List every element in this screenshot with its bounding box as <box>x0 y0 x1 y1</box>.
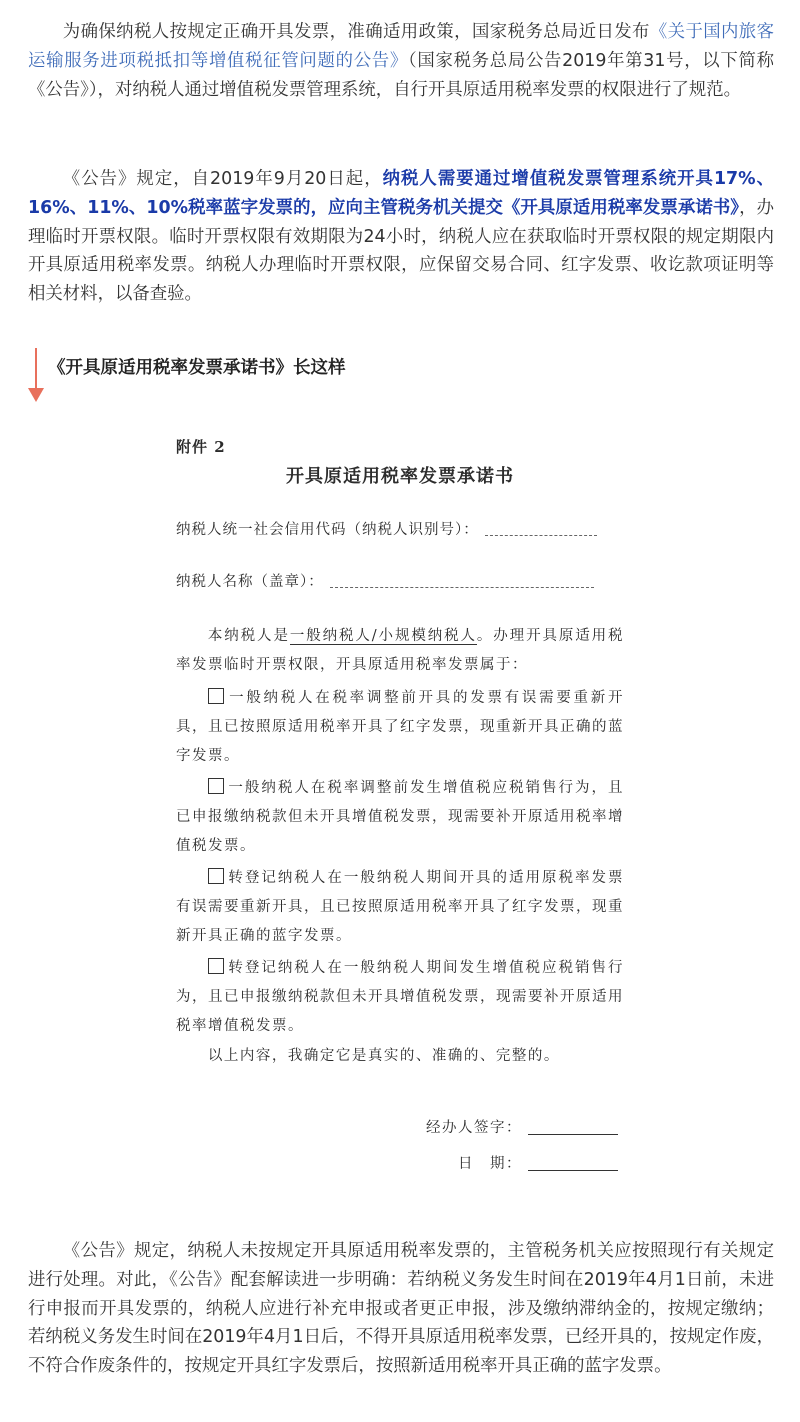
rule-paragraph <box>28 165 774 309</box>
taxpayer-type: 一般纳税人/小规模纳税人 <box>289 628 477 644</box>
checkbox-icon <box>208 778 224 794</box>
confirmation-text: 以上内容，我确定它是真实的、准确的、完整的。 <box>207 1048 560 1064</box>
document-title: 开具原适用税率发票承诺书 <box>286 466 514 487</box>
arrow-down-icon <box>28 388 44 402</box>
option-text: 转登记纳税人在一般纳税人期间开具的适用原税率发票有误需要重新开具，且已按照原适用税率开具了红字发票，现重新开具正确的蓝字发票。 <box>176 870 624 944</box>
commitment-document-image <box>150 410 650 1202</box>
option-text: 转登记纳税人在一般纳税人期间发生增值税应税销售行为，且已申报缴纳税款但未开具增值税发票，现需要补开原适用税率增值税发票。 <box>176 960 624 1034</box>
date-label: 日 期： <box>458 1156 522 1172</box>
conclusion-paragraph: 《公告》规定，纳税人未按规定开具原适用税率发票的，主管税务机关应按照现行有关规定进行处理。对此，《公告》配套解读进一步明确：若纳税义务发生时间在2019年4月1日前，未进行申报而开具发票的，纳税人应进行补充申报或者更正申报，涉及缴纳滞纳金的，按规定缴纳；若纳税义务发生时间在2019年4月1日后，不得开具原适用税率发票，已经开具的，按规定作废，不符合作废条件的，按规定开具红字发票后，按照新适用税率开具正确的蓝字发票。 <box>28 1241 774 1377</box>
taxpayer-name-field <box>176 570 594 591</box>
option-item <box>176 954 624 1041</box>
announcement-link[interactable]: 《关于国内旅客运输服务进项税抵扣等增值税征管问题的公告》 <box>28 22 774 71</box>
attachment-label: 附件 2 <box>176 438 226 456</box>
date-blank <box>528 1158 618 1171</box>
credit-code-blank <box>485 525 597 536</box>
statement-paragraph <box>176 622 624 680</box>
date-field <box>458 1152 618 1173</box>
section-title: 《开具原适用税率发票承诺书》长这样 <box>48 358 346 378</box>
rule-tail: ，办理临时开票权限。临时开票权限有效期限为24小时，纳税人应在获取临时开票权限的规定期限内开具原适用税率发票。纳税人办理临时开票权限，应保留交易合同、红字发票、收讫款项证明等相关材料，以备查验。 <box>28 197 774 305</box>
taxpayer-name-label: 纳税人名称（盖章）： <box>176 574 324 590</box>
taxpayer-name-blank <box>330 577 594 588</box>
option-item <box>176 774 624 861</box>
intro-lead: 为确保纳税人按规定正确开具发票，准确适用政策，国家税务总局近日发布 <box>62 22 650 42</box>
intro-paragraph <box>28 18 774 104</box>
option-item <box>176 864 624 951</box>
signer-label: 经办人签字： <box>426 1120 522 1136</box>
option-text: 一般纳税人在税率调整前开具的发票有误需要重新开具，且已按照原适用税率开具了红字发票，现重新开具正确的蓝字发票。 <box>176 690 624 764</box>
rule-lead: 《公告》规定，自2019年9月20日起， <box>62 169 383 189</box>
credit-code-field <box>176 518 597 539</box>
signer-field <box>426 1116 618 1137</box>
statement-lead: 本纳税人是 <box>207 628 290 644</box>
option-item <box>176 684 624 771</box>
rule-emphasis: 纳税人需要通过增值税发票管理系统开具17%、16%、11%、10%税率蓝字发票的，应向主管税务机关提交《开具原适用税率发票承诺书》 <box>28 169 774 218</box>
option-text: 一般纳税人在税率调整前发生增值税应税销售行为，且已申报缴纳税款但未开具增值税发票，现需要补开原适用税率增值税发票。 <box>176 780 624 854</box>
signer-blank <box>528 1122 618 1135</box>
checkbox-icon <box>208 958 224 974</box>
checkbox-icon <box>208 688 224 704</box>
checkbox-icon <box>208 868 224 884</box>
statement-tail: 。办理开具原适用税率发票临时开票权限，开具原适用税率发票属于： <box>176 628 625 673</box>
section-heading <box>28 348 788 404</box>
credit-code-label: 纳税人统一社会信用代码（纳税人识别号）： <box>176 522 479 538</box>
accent-bar <box>35 348 37 392</box>
intro-tail: （国家税务总局公告2019年第31号，以下简称《公告》），对纳税人通过增值税发票管理系统，自行开具原适用税率发票的权限进行了规范。 <box>28 50 774 100</box>
